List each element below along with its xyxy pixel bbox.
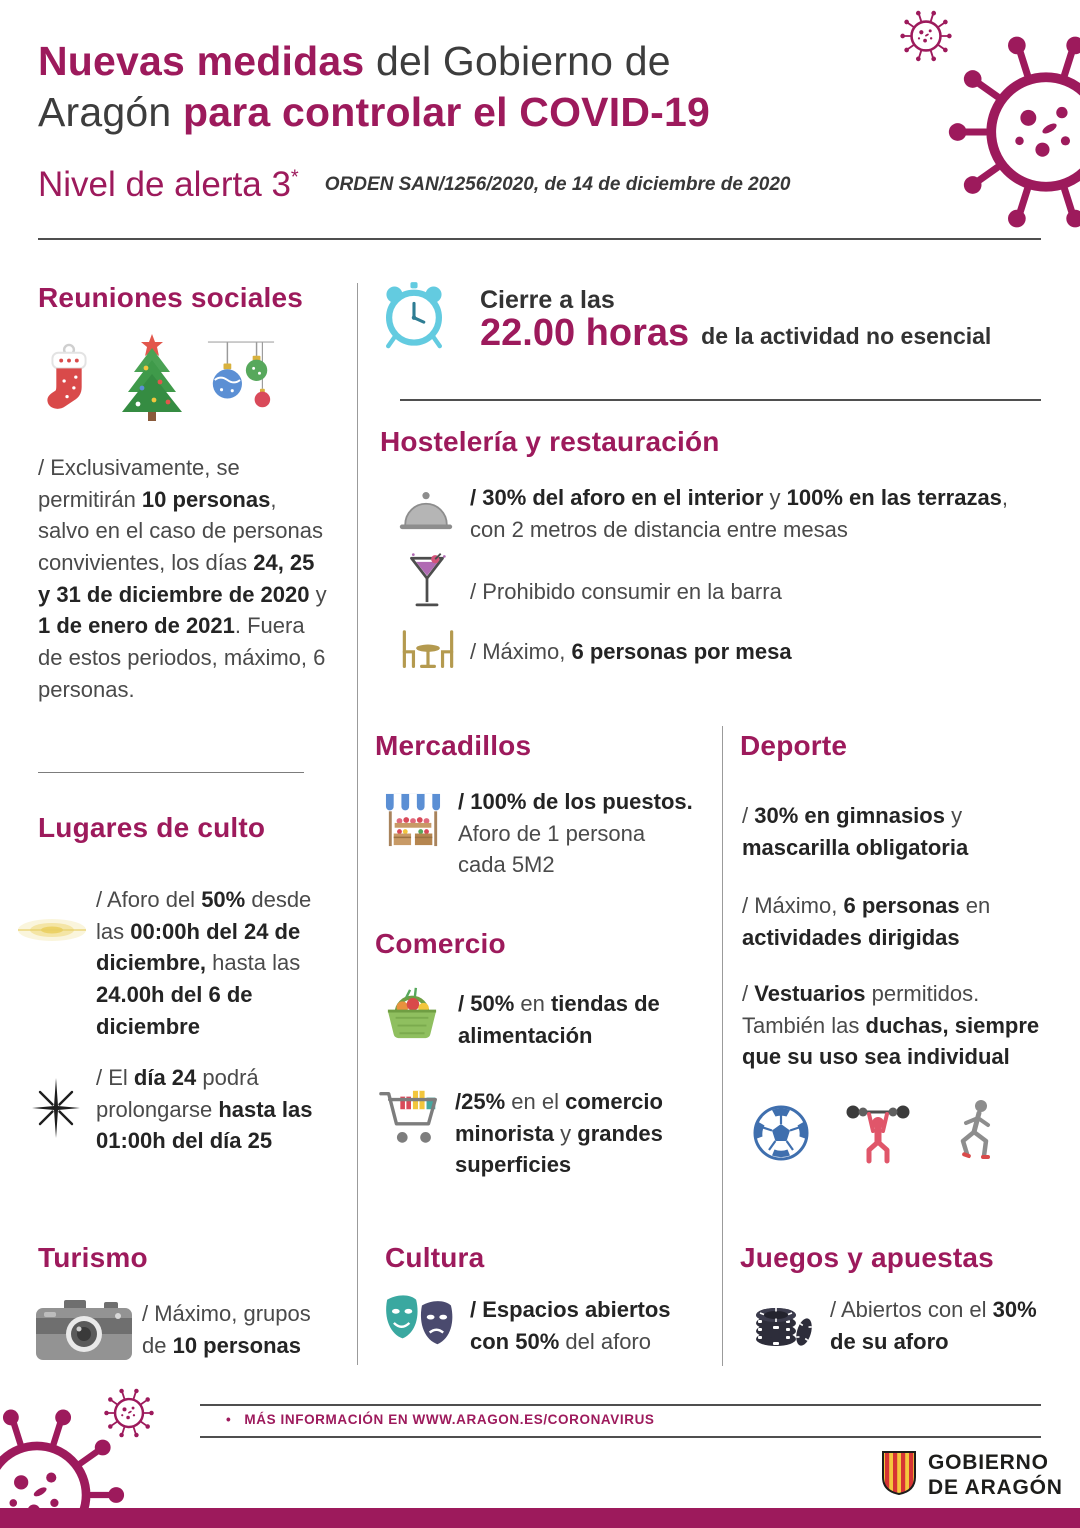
section-title-culto: Lugares de culto (38, 812, 266, 843)
bottom-bar (0, 1508, 1080, 1528)
culto-item: / El día 24 podrá prolongarse hasta las 01:00h del día 25 (96, 1065, 313, 1154)
section-title-deporte: Deporte (740, 730, 848, 761)
header-divider (38, 238, 1041, 240)
deporte-item: / 30% en gimnasios y mascarilla obligatoria (742, 803, 969, 860)
hosteleria-item: / Máximo, 6 personas por mesa (470, 639, 792, 664)
table-chairs-icon (398, 628, 458, 677)
logo-line2: DE ARAGÓN (928, 1475, 1063, 1499)
turismo-item: / Máximo, grupos de 10 personas (142, 1301, 311, 1358)
poker-chips-icon (752, 1292, 816, 1355)
camera-icon (34, 1294, 134, 1369)
section-title-reuniones: Reuniones sociales (38, 282, 304, 313)
footer-divider (200, 1404, 1041, 1406)
aragon-shield-icon (880, 1450, 918, 1501)
comercio-item: / 50% en tiendas de alimentación (458, 991, 660, 1048)
virus-icon-large-top (940, 26, 1080, 243)
section-title-juegos: Juegos y apuestas (740, 1242, 994, 1273)
logo-text (928, 1451, 1063, 1499)
star-icon (26, 1078, 86, 1143)
hostele­ria-item: / 30% del aforo en el interior y 100% en las terrazas, con 2 metros de distancia entre mesas (470, 485, 1009, 542)
closure-time: 22.00 horas (480, 312, 690, 354)
alert-row (38, 165, 790, 205)
christmas-tree-icon (116, 330, 188, 427)
theater-masks-icon (381, 1292, 459, 1355)
alarm-clock-icon (382, 280, 446, 355)
comercio-item: /25% en el comercio minorista y grandes superficies (455, 1089, 663, 1178)
deporte-item: / Máximo, 6 personas en actividades dirigidas (742, 893, 991, 950)
candle-glow-icon (16, 906, 88, 959)
serving-dish-icon (398, 488, 454, 539)
closure-line1: Cierre a las (480, 286, 615, 314)
footer-divider (200, 1436, 1041, 1438)
cultura-item: / Espacios abiertos con 50% del aforo (470, 1297, 671, 1354)
section-title-turismo: Turismo (38, 1242, 148, 1273)
runner-icon (948, 1098, 1000, 1169)
deporte-item: / Vestuarios permitidos. También las duchas, siempre que su uso sea individual (742, 981, 1040, 1070)
column-divider (722, 726, 723, 1366)
ornaments-icon (206, 338, 276, 427)
column-divider (357, 283, 358, 1365)
divider (400, 399, 1041, 401)
market-stall-icon (383, 792, 443, 853)
section-title-cultura: Cultura (385, 1242, 485, 1273)
mercadillos-item: / 100% de los puestos. Aforo de 1 persona cada 5M2 (458, 789, 693, 878)
alert-level: Nivel de alerta 3* (38, 165, 299, 204)
closure-line2 (480, 312, 991, 355)
soccer-ball-icon (752, 1104, 810, 1167)
section-title-comercio: Comercio (375, 928, 506, 959)
cocktail-icon (406, 552, 448, 617)
closure-rest: de la actividad no esencial (701, 323, 992, 349)
culto-item: / Aforo del 50% desde las 00:00h del 24 de diciembre, hasta las 24.00h del 6 de diciembre (96, 887, 312, 1039)
shopping-cart-icon (378, 1086, 444, 1153)
weightlifter-icon (842, 1100, 914, 1169)
alert-asterisk: * (290, 166, 299, 189)
food-basket-icon (383, 986, 441, 1045)
gobierno-aragon-logo (880, 1450, 1063, 1501)
section-title-mercadillos: Mercadillos (375, 730, 532, 761)
christmas-icons (40, 330, 276, 427)
order-reference: ORDEN SAN/1256/2020, de 14 de diciembre de 2020 (324, 174, 791, 195)
footer-info: • MÁS INFORMACIÓN EN WWW.ARAGON.ES/CORONAVIRUS (226, 1412, 655, 1427)
page-title: Nuevas medidas del Gobierno de Aragón para controlar el COVID-19 (38, 38, 710, 135)
logo-line1: GOBIERNO (928, 1451, 1049, 1475)
reuniones-body: / Exclusivamente, se permitirán 10 personas, salvo en el caso de personas convivientes, los días 24, 25 y 31 de diciembre de 2020 y 1 de enero de 2021. Fuera de estos periodos, máximo, 6 personas. (38, 455, 327, 702)
section-title-hosteleria: Hostelería y restauración (380, 426, 720, 457)
hosteleria-item: / Prohibido consumir en la barra (470, 579, 782, 604)
stocking-icon (40, 342, 98, 427)
divider (38, 772, 304, 773)
juegos-item: / Abiertos con el 30% de su aforo (830, 1297, 1037, 1354)
